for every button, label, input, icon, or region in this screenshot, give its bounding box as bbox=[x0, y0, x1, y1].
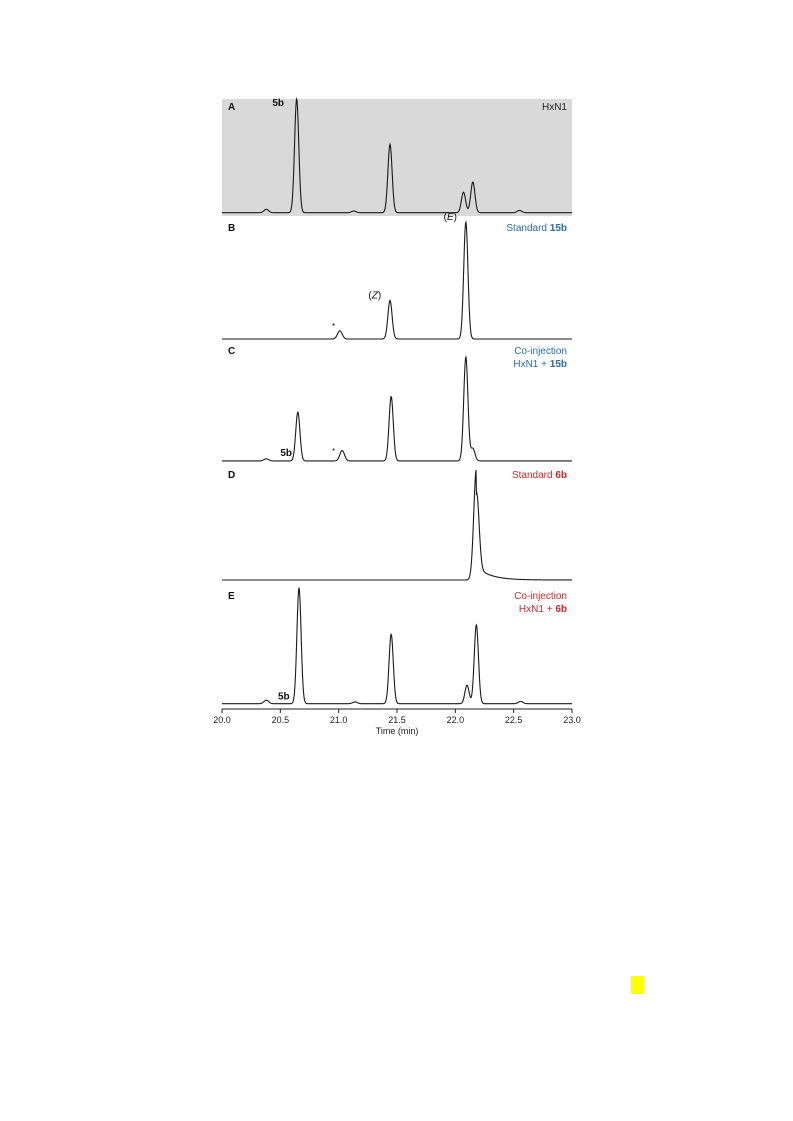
x-tick-label: 23.0 bbox=[563, 715, 581, 725]
peak-label bbox=[444, 212, 457, 223]
panel-b bbox=[222, 212, 572, 339]
peak-label bbox=[368, 290, 381, 301]
x-tick-label: 20.5 bbox=[271, 715, 290, 725]
peak-label-part: Z bbox=[371, 290, 378, 302]
peak-label: 5b bbox=[272, 98, 284, 109]
x-tick-label: 22.5 bbox=[504, 715, 523, 725]
panel-e bbox=[222, 588, 572, 704]
panel-letter: A bbox=[228, 102, 236, 113]
panel-label-segment: 15b bbox=[549, 359, 567, 370]
peak-label-part: ( bbox=[443, 212, 447, 223]
panel-label-segment: Co-injection bbox=[514, 591, 567, 602]
panel-label-line bbox=[514, 346, 567, 357]
panel-label-segment: HxN1 bbox=[541, 102, 567, 113]
x-axis bbox=[213, 709, 581, 736]
peak-label: 5b bbox=[280, 447, 292, 459]
panel-label-segment: 6b bbox=[555, 604, 567, 615]
peak-label-part: E bbox=[446, 212, 454, 223]
x-tick-label: 21.5 bbox=[388, 715, 406, 725]
panel-d bbox=[222, 470, 572, 580]
panel-label-segment: Standard bbox=[506, 223, 550, 234]
chromatogram-panels bbox=[222, 98, 572, 704]
trace-d bbox=[222, 470, 572, 580]
panel-label-segment: HxN1 + bbox=[513, 359, 550, 370]
trace-b bbox=[222, 222, 572, 339]
panel-a bbox=[222, 98, 572, 216]
x-ticks bbox=[213, 709, 581, 725]
x-tick-label: 20.0 bbox=[213, 715, 231, 725]
panel-label-segment: Co-injection bbox=[514, 346, 567, 357]
panel-letter: D bbox=[228, 470, 236, 481]
peak-label-part: ) bbox=[453, 212, 457, 223]
x-tick-label: 21.0 bbox=[329, 715, 348, 725]
panel-label-segment: Standard bbox=[511, 470, 556, 481]
x-axis-title: Time (min) bbox=[375, 726, 419, 736]
trace-c bbox=[222, 357, 572, 461]
panel-shading bbox=[222, 99, 572, 216]
peak-label-part: ) bbox=[377, 290, 382, 302]
panel-letter: B bbox=[228, 223, 236, 234]
panel-label-segment: 6b bbox=[555, 470, 567, 481]
panel-letter: C bbox=[228, 346, 236, 357]
panel-label-line bbox=[542, 102, 567, 113]
peak-label: 5b bbox=[277, 691, 290, 703]
yellow-highlight-mark bbox=[631, 976, 644, 994]
panel-label-line bbox=[512, 470, 567, 481]
panel-label-segment: HxN1 + bbox=[518, 604, 556, 615]
panel-label-segment: 15b bbox=[549, 223, 567, 234]
x-tick-label: 22.0 bbox=[446, 715, 465, 725]
panel-c bbox=[222, 346, 572, 461]
panel-label-line bbox=[506, 223, 567, 234]
panel-label-line bbox=[519, 604, 567, 615]
peak-label-part: ( bbox=[368, 290, 372, 302]
panel-label-line bbox=[514, 591, 567, 602]
asterisk-marker: * bbox=[332, 446, 336, 456]
asterisk-marker: * bbox=[332, 322, 336, 332]
panel-label-line bbox=[513, 359, 567, 370]
panel-letter: E bbox=[228, 591, 235, 602]
